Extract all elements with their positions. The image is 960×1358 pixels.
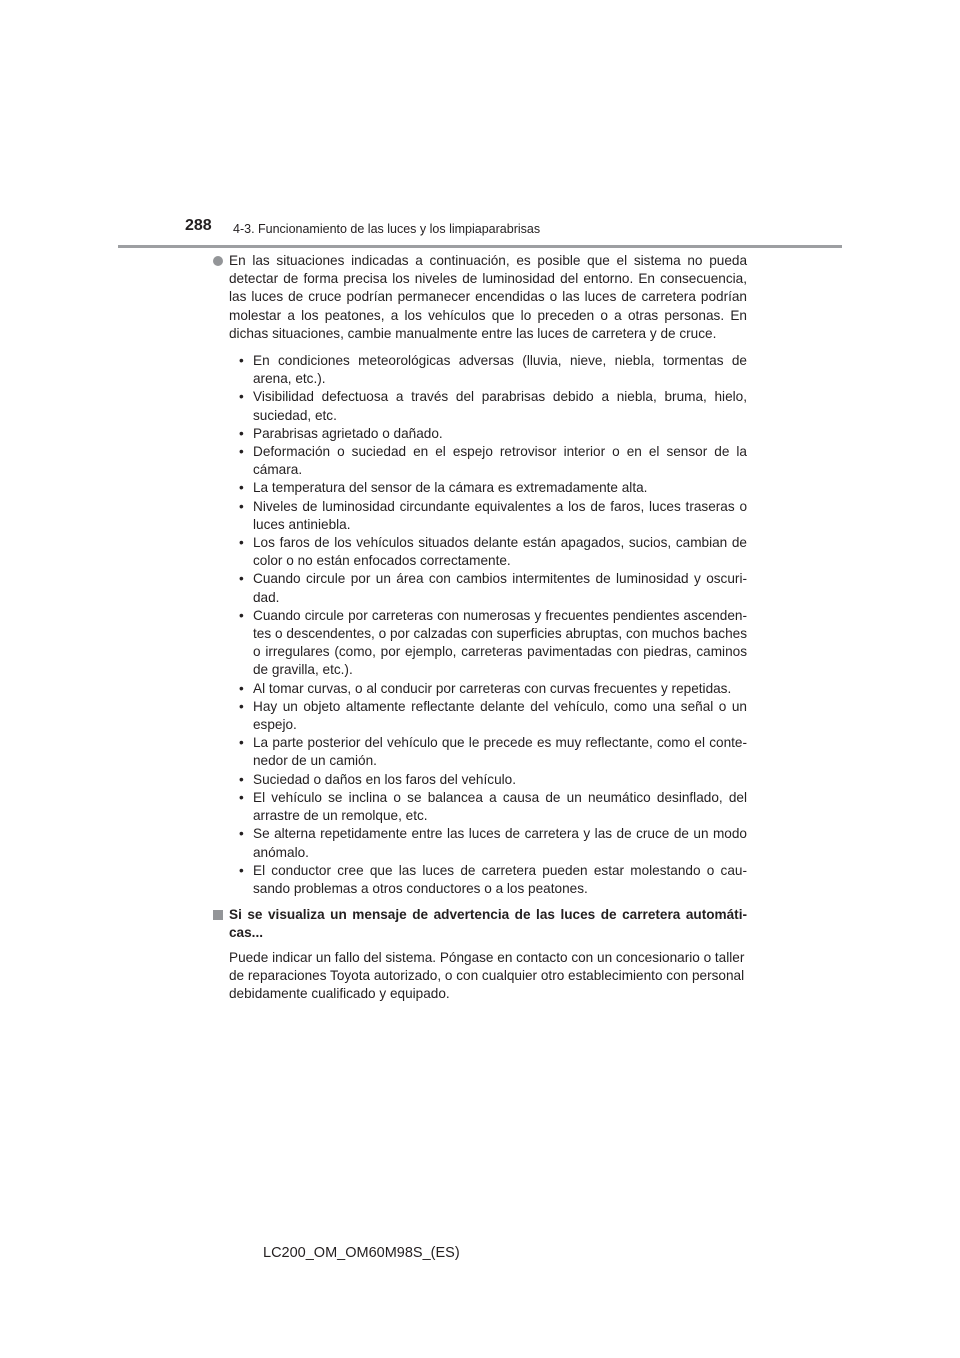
square-bullet-icon [213, 910, 223, 920]
list-item: • Cuando circule por un área con cambios intermitentes de luminosidad y oscuri-dad. [239, 570, 747, 606]
page-content [212, 252, 747, 1003]
list-item: • La temperatura del sensor de la cámara es extremadamente alta. [239, 479, 747, 497]
list-item: • El conductor cree que las luces de carretera pueden estar molestando o cau-sando problemas a otros conductores o a los peatones. [239, 862, 747, 898]
list-item: • Los faros de los vehículos situados delante están apagados, sucios, cambian de color o no están enfocados correctamente. [239, 534, 747, 570]
list-item: • Hay un objeto altamente reflectante delante del vehículo, como una señal o un espejo. [239, 698, 747, 734]
list-item: • Al tomar curvas, o al conducir por carreteras con curvas frecuentes y repetidas. [239, 680, 747, 698]
list-item: • Cuando circule por carreteras con numerosas y frecuentes pendientes ascenden-tes o descendentes, o por calzadas con superficies abruptas, con muchos baches o irregulares (como, por ejemplo, carreteras pavimentadas con piedras, caminos de gravilla, etc.). [239, 607, 747, 680]
circle-bullet-icon [213, 256, 223, 266]
warning-body: Puede indicar un fallo del sistema. Póngase en contacto con un concesionario o taller de reparaciones Toyota autorizado, o con cualquier otro establecimiento con personal debidamente cualificado y equipado. [229, 949, 745, 1001]
list-item: • Niveles de luminosidad circundante equivalentes a los de faros, luces traseras o luces antiniebla. [239, 498, 747, 534]
document-code: LC200_OM_OM60M98S_(ES) [263, 1245, 460, 1261]
list-item: • La parte posterior del vehículo que le precede es muy reflectante, como el conte-nedor de un camión. [239, 734, 747, 770]
list-item: • Deformación o suciedad en el espejo retrovisor interior o en el sensor de la cámara. [239, 443, 747, 479]
list-item: • Se alterna repetidamente entre las luces de carretera y las de cruce de un modo anómalo. [239, 825, 747, 861]
list-item: • El vehículo se inclina o se balancea a causa de un neumático desinflado, del arrastre de un remolque, etc. [239, 789, 747, 825]
warning-heading-text: Si se visualiza un mensaje de advertencia de las luces de carretera automáti-cas... [229, 907, 747, 941]
list-item: • Suciedad o daños en los faros del vehículo. [239, 771, 747, 789]
header-divider [118, 245, 842, 248]
page-number: 288 [185, 217, 212, 234]
condition-list [212, 352, 747, 898]
intro-paragraph [212, 252, 747, 343]
list-item: • Parabrisas agrietado o dañado. [239, 425, 747, 443]
warning-heading [212, 906, 747, 942]
intro-text: En las situaciones indicadas a continuación, es posible que el sistema no pueda detectar de forma precisa los niveles de luminosidad del entorno. En consecuencia, las luces de cruce podrían permanecer encendidas o las luces de carretera podrían molestar a los peatones, a los vehículos que lo preceden o a otras personas. En dichas situaciones, cambie manualmente entre las luces de carretera y de cruce. [229, 253, 747, 341]
list-item: • Visibilidad defectuosa a través del parabrisas debido a niebla, bruma, hielo, suciedad, etc. [239, 388, 747, 424]
list-item: • En condiciones meteorológicas adversas (lluvia, nieve, niebla, tormentas de arena, etc.). [239, 352, 747, 388]
section-title: 4-3. Funcionamiento de las luces y los limpiaparabrisas [233, 222, 541, 236]
